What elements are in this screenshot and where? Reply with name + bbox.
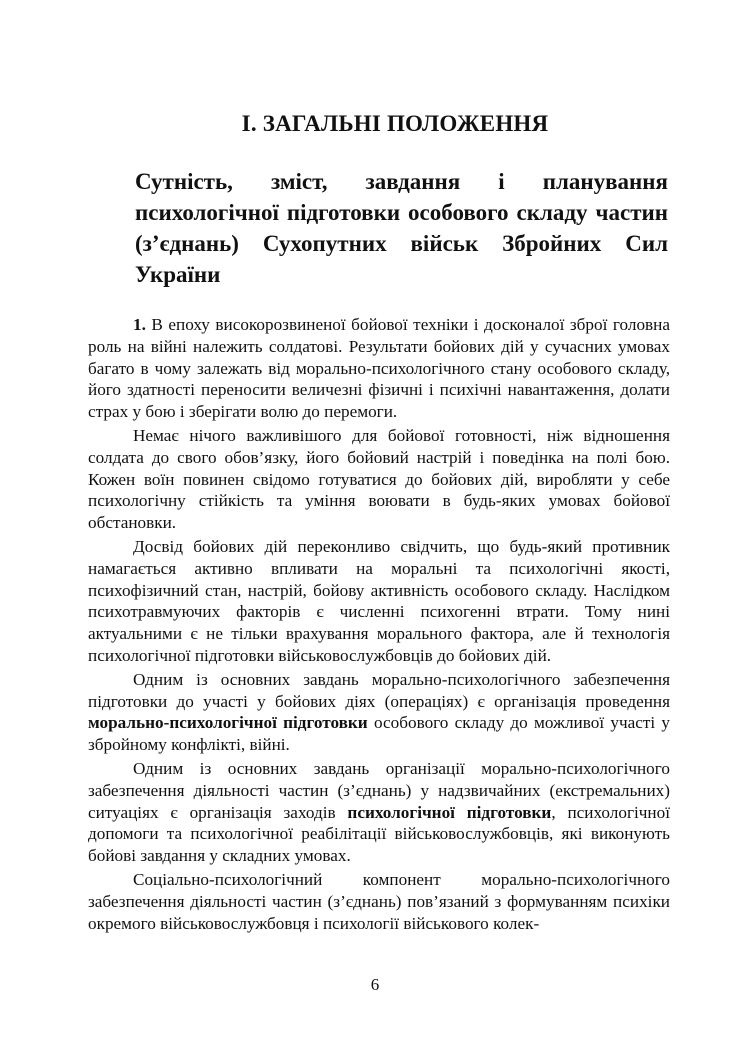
paragraph-3: Досвід бойових дій переконливо свідчить, що будь-який противник намагається активно впливати на моральні та психологічні якості, психофізичний стан, настрій, бойову активність особового складу. Наслідком психотравмуючих факторів є численні психогенні втрати. Тому нині актуальними є не тільки врахування морального фактора, але й технологія психологічної підготовки військовослужбовців до бойових дій. <box>88 536 670 665</box>
paragraph-4 <box>88 669 670 756</box>
paragraph-1 <box>88 314 670 423</box>
paragraph-5-bold-term: психологічної підготовки <box>347 802 552 822</box>
page-number: 6 <box>370 975 380 994</box>
paragraph-4-text-after: особового складу до можливої участі у збройному конфлікті, війні. <box>88 713 671 755</box>
paragraph-number: 1. <box>133 315 146 334</box>
section-title: Сутність, зміст, завдання і планування психологічної підготовки особового складу частин (з’єднань) Сухопутних військ Збройних Сил України <box>135 169 668 287</box>
body-text <box>88 314 670 936</box>
paragraph-5-text-before: Одним із основних завдань організації морально-психологічного забезпечення діяльності частин (з’єднань) у надзвичайних (екстремальних) ситуаціях є організація заходів <box>88 758 670 822</box>
paragraph-2: Немає нічого важливішого для бойової готовності, ніж відношення солдата до свого обов’язку, його бойовий настрій і поведінка на полі бою. Кожен воїн повинен свідомо готуватися до бойових дій, виробляти у себе психологічну стійкість та уміння воювати в будь-яких умовах бойової обстановки. <box>88 425 670 533</box>
paragraph-1-text: В епоху високорозвиненої бойової техніки і досконалої зброї головна роль на війні належить солдатові. Результати бойових дій у сучасних умовах багато в чому залежать від морально-психологічного стану особового складу, його здатності переносити величезні фізичні і психічні навантаження, долати страх у бою і зберігати волю до перемоги. <box>88 315 670 422</box>
paragraph-6: Соціально-психологічний компонент морально-психологічного забезпечення діяльності частин (з’єднань) пов’язаний з формуванням психіки окремого військовослужбовця і психології військового колек- <box>88 869 670 933</box>
paragraph-5-text-after: , психологічної допомоги та психологічної реабілітації військовослужбовців, які виконують бойові завдання у складних умовах. <box>88 802 670 866</box>
paragraph-4-bold-term: морально-психологічної підготовки <box>88 713 368 733</box>
paragraph-5 <box>88 758 670 867</box>
chapter-title: І. ЗАГАЛЬНІ ПОЛОЖЕННЯ <box>241 111 549 136</box>
paragraph-4-text-before: Одним із основних завдань морально-психологічного забезпечення підготовки до участі у бойових діях (операціях) є організація проведення <box>88 669 670 711</box>
